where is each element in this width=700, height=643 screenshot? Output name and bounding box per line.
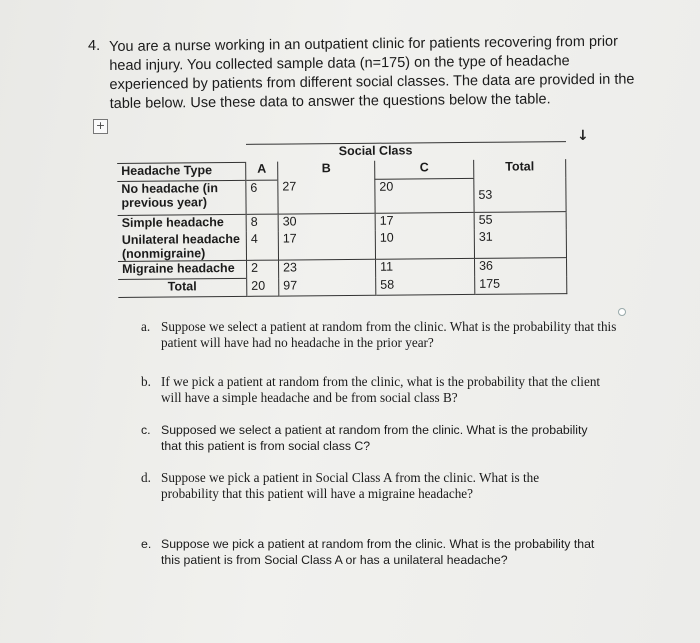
total-header: Total [474, 159, 566, 178]
part-text: Suppose we pick a patient in Social Class A from the clinic. What is the probability that this patient will have a migraine headache? [161, 470, 540, 501]
part-label: a. [141, 319, 151, 334]
cell-a: 8 [246, 214, 278, 232]
social-class-header: Social Class [277, 142, 473, 161]
table-move-handle-icon[interactable]: + [93, 119, 108, 134]
headache-table [117, 141, 567, 298]
question-number: 4. [88, 38, 101, 54]
cell-total: 55 [474, 212, 566, 230]
cell-b: 17 [278, 231, 375, 260]
table-resize-handle[interactable] [618, 308, 626, 316]
part-text: If we pick a patient at random from the clinic, what is the probability that the client will have a simple headache and be from social class B? [161, 374, 601, 405]
cell-a: 20 [247, 278, 279, 296]
cell-total: 175 [475, 276, 567, 295]
question-text: You are a nurse working in an outpatient clinic for patients recovering from prior head injury. You collected sample data (n=175) on the type of headache experienced by patients from different social classes. The data are provided in the table below. Use these data to answer the questions below the table. [109, 33, 635, 112]
cell-b: 97 [279, 277, 376, 296]
row-label: Total [118, 278, 247, 297]
headache-type-header: Headache Type [117, 162, 246, 181]
cell-b: 23 [279, 259, 376, 278]
cell-c: 17 [375, 212, 474, 230]
table-row [117, 177, 566, 215]
table-row [118, 276, 567, 298]
arrow-down-icon: ↓ [577, 128, 589, 144]
col-a-header: A [246, 162, 278, 180]
col-b-header: B [278, 161, 375, 180]
part-label: d. [141, 470, 151, 485]
cell-c: 11 [376, 258, 475, 277]
cell-c: 20 [375, 178, 474, 213]
cell-c: 58 [376, 276, 475, 295]
cell-c: 10 [375, 230, 474, 259]
row-label: Migraine headache [118, 260, 247, 279]
part-text: Suppose we pick a patient at random from the clinic. What is the probability that this patient is from Social Class A or has a unilateral headache? [161, 537, 595, 567]
part-label: b. [141, 374, 151, 389]
part-text: Supposed we select a patient at random from the clinic. What is the probability that this patient is from social class C? [161, 423, 588, 453]
row-label: Unilateral headache (nonmigraine) [121, 231, 240, 261]
cell-a: 2 [247, 260, 279, 278]
cell-b: 30 [278, 213, 375, 231]
cell-total: 53 [474, 177, 566, 212]
row-label: Simple headache [118, 214, 247, 233]
part-text: Suppose we select a patient at random from the clinic. What is the probability that this patient will have had no headache in the prior year? [161, 319, 617, 350]
part-label: e. [141, 537, 152, 551]
cell-a: 6 [246, 180, 278, 215]
part-label: c. [141, 423, 151, 437]
cell-b: 27 [278, 179, 375, 214]
row-label: No headache (in previous year) [117, 180, 246, 216]
table-row [118, 229, 567, 261]
cell-a: 4 [246, 232, 278, 261]
col-c-header: C [375, 160, 474, 179]
cell-total: 31 [474, 229, 566, 258]
cell-total: 36 [475, 258, 567, 277]
